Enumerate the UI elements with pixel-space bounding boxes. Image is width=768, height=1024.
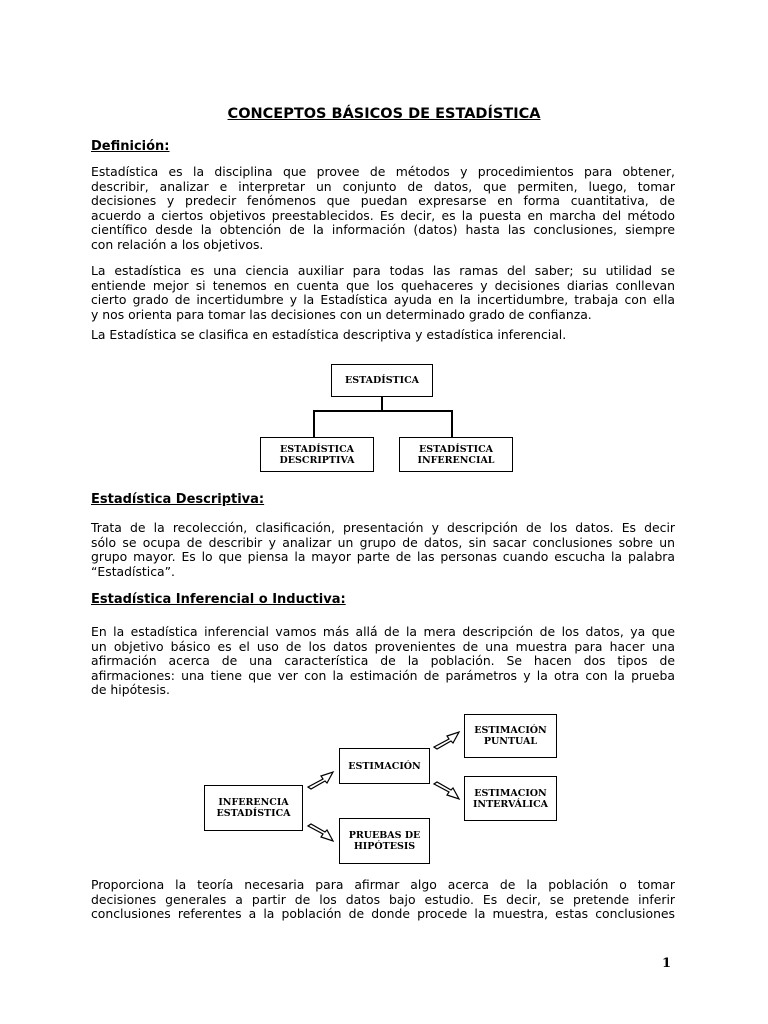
text-line: describir, analizar e interpretar un conjunto de datos, que permiten, luego, tomar xyxy=(91,178,675,194)
descriptive-paragraph xyxy=(91,521,675,579)
text-line: “Estadística”. xyxy=(91,563,175,579)
text-line: y nos orienta para tomar las decisiones con un determinado grado de confianza. xyxy=(91,306,592,322)
definition-heading: Definición: xyxy=(91,139,170,154)
text-line: Trata de la recolección, clasificación, presentación y descripción de los datos. Es decir xyxy=(91,520,675,535)
text-line: entiende mejor si tenemos en cuenta que los quehaceres y decisiones diarias conllevan xyxy=(91,277,675,293)
connector-line xyxy=(381,397,383,411)
text-line: conclusiones referentes a la población de donde procede la muestra, estas conclusiones xyxy=(91,906,675,922)
text-line: Proporciona la teoría necesaria para afirmar algo acerca de la población o tomar xyxy=(91,877,675,892)
text-line: con relación a los objetivos. xyxy=(91,236,264,252)
definition-paragraph xyxy=(91,165,675,253)
classification-paragraph xyxy=(91,328,675,343)
page-number: 1 xyxy=(662,956,672,971)
diagram-box-puntual: ESTIMACIÓN PUNTUAL xyxy=(464,714,557,758)
text-line: afirmaciones: una tiene que ver con la estimación de parámetros y la otra con la prueba xyxy=(91,667,675,683)
diagram-box-descriptiva: ESTADÍSTICA DESCRIPTIVA xyxy=(260,437,374,472)
text-line: cierto grado de incertidumbre y la Estadística ayuda en la incertidumbre, trabaja con ella xyxy=(91,292,675,308)
text-line: de hipótesis. xyxy=(91,682,170,698)
text-line: decisiones generales a partir de los datos bajo estudio. Es decir, se pretende inferir xyxy=(91,891,675,907)
utility-paragraph xyxy=(91,264,675,322)
inferential-paragraph xyxy=(91,625,675,698)
text-line: un objetivo básico es el uso de los datos provenientes de una muestra para hacer una xyxy=(91,638,675,654)
page-title: CONCEPTOS BÁSICOS DE ESTADÍSTICA xyxy=(227,106,541,122)
diagram-box-estadistica: ESTADÍSTICA xyxy=(331,364,433,397)
connector-line xyxy=(313,410,315,438)
final-paragraph xyxy=(91,878,675,922)
text-line: La estadística es una ciencia auxiliar para todas las ramas del saber; su utilidad se xyxy=(91,263,675,278)
text-line: acuerdo a ciertos objetivos preestablecidos. Es decir, es la puesta en marcha del método xyxy=(91,207,675,223)
text-line: decisiones y predecir fenómenos que puedan expresarse en forma cuantitativa, de xyxy=(91,193,675,209)
inferential-heading: Estadística Inferencial o Inductiva: xyxy=(91,592,346,607)
descriptive-heading: Estadística Descriptiva: xyxy=(91,492,265,507)
diagram-box-estimacion: ESTIMACIÓN xyxy=(339,748,430,784)
arrow-up-right-icon xyxy=(432,727,462,751)
text-line: grupo mayor. Es lo que piensa la mayor parte de las personas cuando escucha la palabra xyxy=(91,549,675,565)
text-line: científico desde la obtención de la información (datos) hasta las conclusiones, siempre xyxy=(91,222,675,238)
text-line: Estadística es la disciplina que provee de métodos y procedimientos para obtener, xyxy=(91,164,675,179)
diagram-box-inferencia: INFERENCIA ESTADÍSTICA xyxy=(204,785,303,831)
arrow-down-right-icon xyxy=(432,780,462,804)
arrow-up-right-icon xyxy=(306,767,336,791)
diagram-box-intervalica: ESTIMACION INTERVÁLICA xyxy=(464,776,557,821)
connector-line xyxy=(451,410,453,438)
text-line: sólo se ocupa de describir y analizar un grupo de datos, sin sacar conclusiones sobre un xyxy=(91,534,675,550)
arrow-down-right-icon xyxy=(306,822,336,846)
diagram-box-inferencial: ESTADÍSTICA INFERENCIAL xyxy=(399,437,513,472)
text-line: afirmación acerca de una característica de la población. Se hacen dos tipos de xyxy=(91,653,675,669)
diagram-box-pruebas: PRUEBAS DE HIPÓTESIS xyxy=(339,818,430,864)
text-line: En la estadística inferencial vamos más allá de la mera descripción de los datos, ya que xyxy=(91,624,675,639)
text-line: La Estadística se clasifica en estadística descriptiva y estadística inferencial. xyxy=(91,327,567,342)
connector-line xyxy=(313,410,452,412)
